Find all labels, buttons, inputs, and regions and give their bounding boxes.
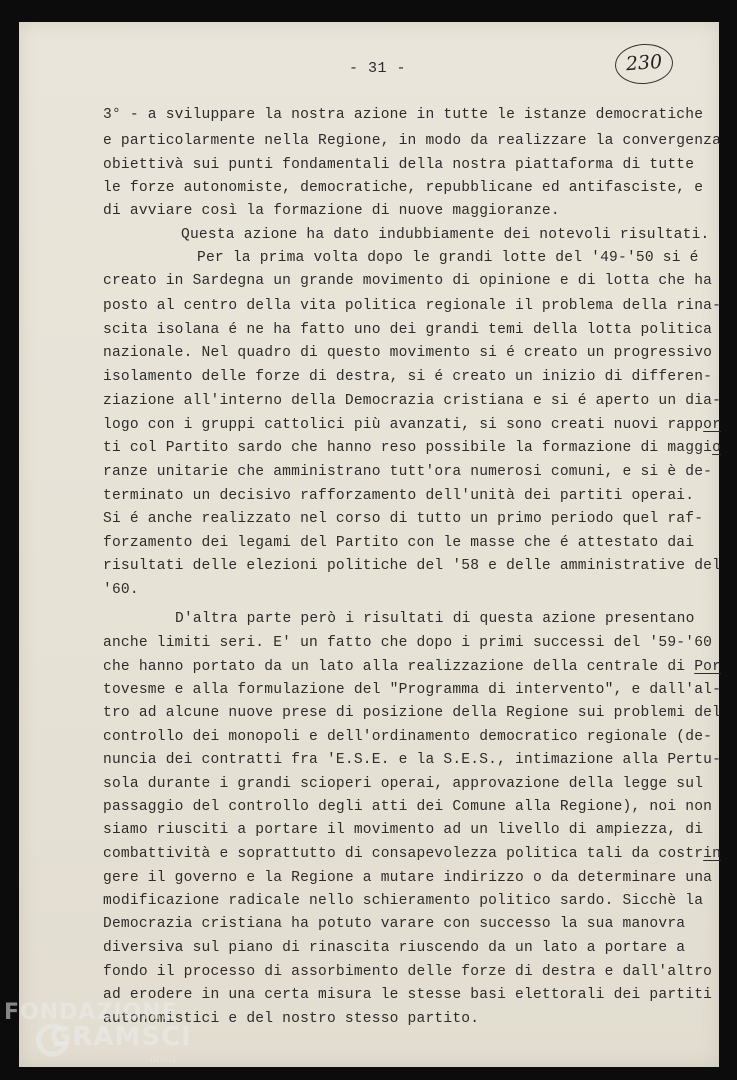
text-line: gere il governo e la Regione a mutare indirizzo o da determinare una (103, 870, 713, 886)
text-line: ad erodere in una certa misura le stesse basi elettorali dei partiti (103, 987, 713, 1003)
text-line: autonomistici e del nostro stesso partito. (103, 1011, 480, 1027)
text-line: le forze autonomiste, democratiche, repubblicane ed antifasciste, e (103, 180, 704, 196)
text-line: ti col Partito sardo che hanno reso possibile la formazione di maggio (103, 440, 722, 456)
text-line: Questa azione ha dato indubbiamente dei notevoli risultati. (181, 227, 710, 243)
watermark-line-3: onlus (150, 1054, 177, 1065)
document-page (19, 22, 722, 1067)
text-line: Per la prima volta dopo le grandi lotte del '49-'50 si é (197, 250, 699, 266)
text-line: Democrazia cristiana ha potuto varare con successo la sua manovra (103, 916, 686, 932)
text-line: posto al centro della vita politica regionale il problema della rina- (103, 298, 722, 314)
body-text (19, 22, 722, 1067)
text-line: scita isolana é ne ha fatto uno dei grandi temi della lotta politica (103, 322, 713, 338)
text-line: combattività e soprattutto di consapevolezza politica tali da costrin (103, 846, 722, 862)
page-number: - 31 - (349, 60, 407, 77)
text-line: ziazione all'interno della Democrazia cristiana e si é aperto un dia- (103, 393, 722, 409)
text-line: ranze unitarie che amministrano tutt'ora numerosi comuni, e si è de- (103, 464, 713, 480)
text-line: creato in Sardegna un grande movimento di opinione e di lotta che ha (103, 273, 713, 289)
text-line: logo con i gruppi cattolici più avanzati, si sono creati nuovi rappor (103, 417, 722, 433)
text-line: tovesme e alla formulazione del "Programma di intervento", e dall'al- (103, 682, 722, 698)
text-line: terminato un decisivo rafforzamento dell'unità dei partiti operai. (103, 488, 695, 504)
text-line: Si é anche realizzato nel corso di tutto un primo periodo quel raf- (103, 511, 704, 527)
text-line: passaggio del controllo degli atti dei Comune alla Regione), noi non (103, 799, 713, 815)
watermark-line-1: FONDAZIONE (4, 1000, 178, 1025)
text-line: di avviare così la formazione di nuove maggioranze. (103, 203, 560, 219)
watermark-line-2: GRAMSCI (50, 1022, 192, 1052)
text-line: isolamento delle forze di destra, si é creato un inizio di differen- (103, 369, 713, 385)
text-line: siamo riusciti a portare il movimento ad un livello di ampiezza, di (103, 822, 704, 838)
text-line: che hanno portato da un lato alla realizzazione della centrale di Por (103, 659, 722, 675)
text-line: modificazione radicale nello schieramento politico sardo. Sicchè la (103, 893, 704, 909)
text-line: risultati delle elezioni politiche del '58 e delle amministrative del (103, 558, 722, 574)
text-line: D'altra parte però i risultati di questa azione presentano (175, 611, 695, 627)
text-line: diversiva sul piano di rinascita riuscendo da un lato a portare a (103, 940, 686, 956)
text-line: forzamento dei legami del Partito con le masse che é attestato dai (103, 535, 695, 551)
text-line: nazionale. Nel quadro di questo movimento si é creato un progressivo (103, 345, 713, 361)
text-line: anche limiti seri. E' un fatto che dopo i primi successi del '59-'60 (103, 635, 713, 651)
archive-number: 230 (625, 50, 663, 76)
text-line: 3° - a sviluppare la nostra azione in tutte le istanze democratiche (103, 107, 704, 123)
text-line: tro ad alcune nuove prese di posizione della Regione sui problemi del (103, 705, 722, 721)
text-line: nuncia dei contratti fra 'E.S.E. e la S.E.S., intimazione alla Pertu- (103, 752, 722, 768)
text-line: controllo dei monopoli e dell'ordinamento democratico regionale (de- (103, 729, 713, 745)
text-line: fondo il processo di assorbimento delle forze di destra e dall'altro (103, 964, 713, 980)
watermark-logo (4, 1000, 194, 1080)
text-line: e particolarmente nella Regione, in modo da realizzare la convergenza (103, 133, 722, 149)
text-line: sola durante i grandi scioperi operai, approvazione della legge sul (103, 776, 704, 792)
text-line: obiettivà sui punti fondamentali della nostra piattaforma di tutte (103, 157, 695, 173)
text-line: '60. (103, 582, 139, 598)
